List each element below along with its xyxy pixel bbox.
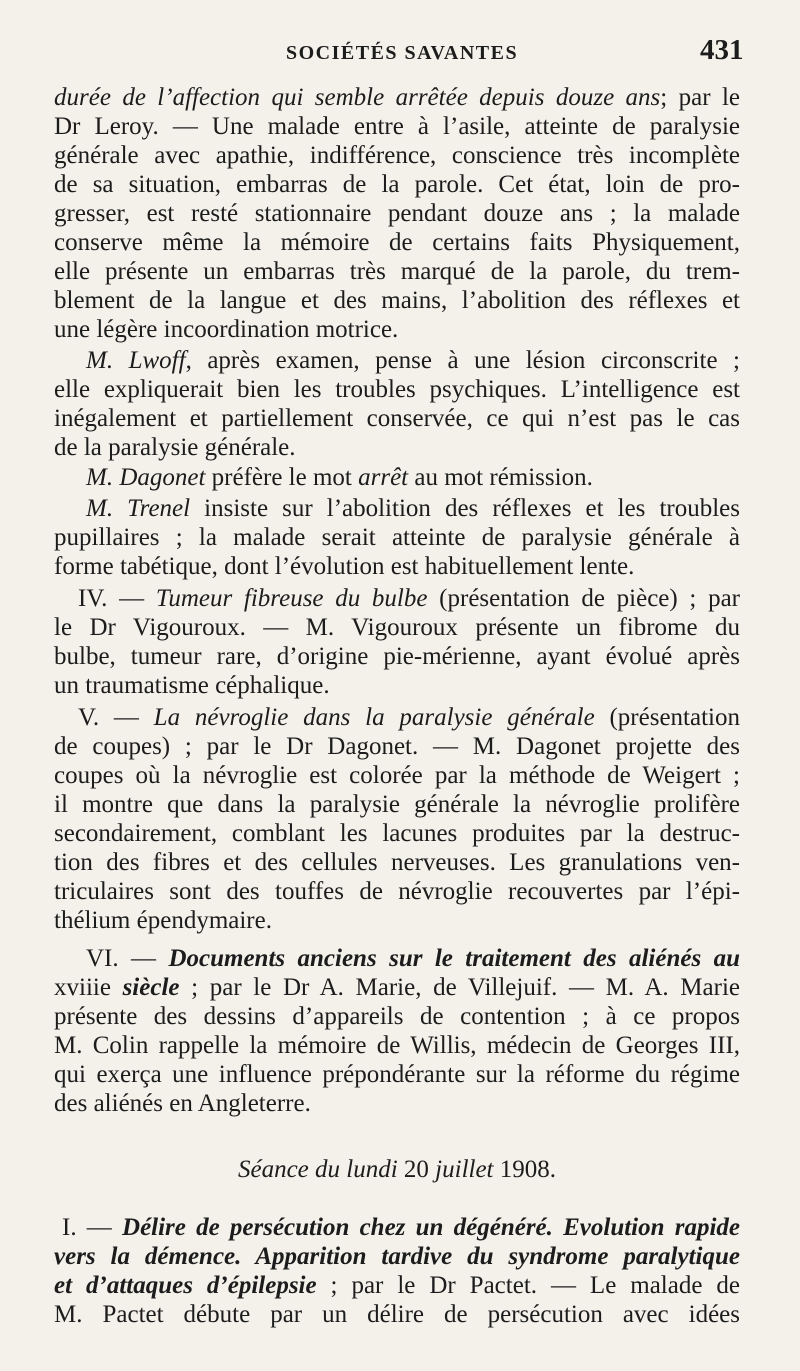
paragraph-trenel: M. Trenel insiste sur l’abolition des réflexes et les troubles [86, 495, 740, 522]
text-line: et d’attaques d’épilepsie ; par le Dr Pactet. — Le malade de [54, 1272, 740, 1299]
text-line: Dr Leroy. — Une malade entre à l’asile, atteinte de paralysie [54, 113, 740, 140]
section-iv-heading: IV. — Tumeur fibreuse du bulbe (présentation de pièce) ; par [78, 585, 740, 612]
paragraph-lwoff: M. Lwoff, après examen, pense à une lésion circonscrite ; [86, 347, 741, 374]
text-line: de coupes) ; par le Dr Dagonet. — M. Dagonet projette des [54, 733, 740, 760]
text-line: bulbe, tumeur rare, d’origine pie-mérienne, ayant évolué après [54, 643, 740, 670]
text-line: secondairement, comblant les lacunes produites par la destruc- [54, 820, 740, 847]
text-line: M. Colin rappelle la mémoire de Willis, médecin de Georges III, [54, 1032, 740, 1059]
text-line: durée de l’affection qui semble arrêtée depuis douze ans; par le [54, 84, 740, 111]
text-line: générale avec apathie, indifférence, conscience très incomplète [54, 142, 740, 169]
text-line: de la paralysie générale. [54, 434, 296, 461]
text-line: pupillaires ; la malade serait atteinte de paralysie générale à [54, 524, 740, 551]
paragraph-dagonet: M. Dagonet préfère le mot arrêt au mot rémission. [86, 464, 593, 491]
text-line: gresser, est resté stationnaire pendant douze ans ; la malade [54, 200, 740, 227]
text-line: une légère incoordination motrice. [54, 316, 399, 343]
text-line: triculaires sont des touffes de névroglie recouvertes par l’épi- [54, 878, 740, 905]
text-line: tion des fibres et des cellules nerveuses. Les granulations ven- [54, 849, 740, 876]
text-line: inégalement et partiellement conservée, ce qui n’est pas le cas [54, 405, 740, 432]
section-v-heading: V. — La névroglie dans la paralysie générale (présentation [78, 704, 740, 731]
text-line: thélium épendymaire. [54, 907, 272, 934]
running-head-title: SOCIÉTÉS SAVANTES [286, 42, 519, 64]
text-line: xviiie siècle ; par le Dr A. Marie, de Villejuif. — M. A. Marie [54, 974, 740, 1001]
text-line: blement de la langue et des mains, l’abolition des réflexes et [54, 287, 740, 314]
text-line: coupes où la névroglie est colorée par la méthode de Weigert ; [54, 762, 740, 789]
text-line: des aliénés en Angleterre. [54, 1090, 311, 1117]
text-line: il montre que dans la paralysie générale la névroglie prolifère [54, 791, 740, 818]
session-heading: Séance du lundi 20 juillet 1908. [237, 1156, 556, 1183]
page-number: 431 [700, 34, 744, 66]
text-line: le Dr Vigouroux. — M. Vigouroux présente un fibrome du [54, 614, 740, 641]
text-line: M. Pactet débute par un délire de persécution avec idées [54, 1301, 740, 1328]
section-vi-heading: VI. — Documents anciens sur le traitement des aliénés au [86, 945, 740, 972]
section-i-heading: I. — Délire de persécution chez un dégénéré. Evolution rapide [62, 1214, 741, 1241]
text-line: vers la démence. Apparition tardive du syndrome paralytique [54, 1243, 740, 1270]
text-line: forme tabétique, dont l’évolution est habituellement lente. [54, 553, 635, 580]
text-line: présente des dessins d’appareils de contention ; à ce propos [54, 1003, 740, 1030]
text-line: un traumatisme céphalique. [54, 672, 330, 699]
text-line: elle présente un embarras très marqué de la parole, du trem- [54, 258, 740, 285]
text-line: qui exerça une influence prépondérante sur la réforme du régime [54, 1061, 740, 1088]
text-line: conserve même la mémoire de certains faits Physiquement, [54, 229, 740, 256]
text-line: de sa situation, embarras de la parole. Cet état, loin de pro- [54, 171, 740, 198]
running-head [0, 32, 800, 72]
text-line: elle expliquerait bien les troubles psychiques. L’intelligence est [54, 376, 740, 403]
